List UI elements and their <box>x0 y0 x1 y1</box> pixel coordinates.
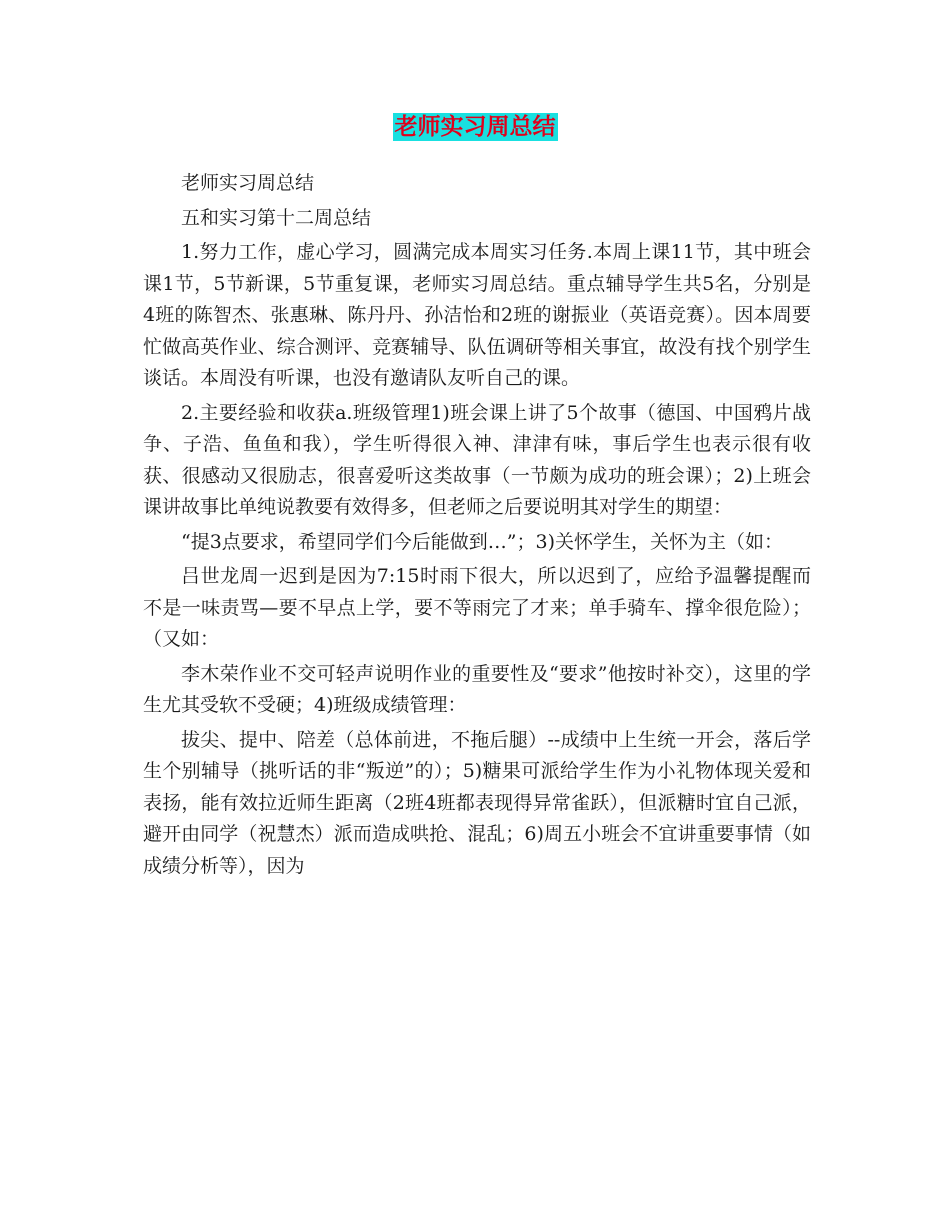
paragraph: 1.努力工作，虚心学习，圆满完成本周实习任务.本周上课11节，其中班会课1节，5节新课，5节重复课，老师实习周总结。重点辅导学生共5名，分别是4班的陈智杰、张惠琳、陈丹丹、孙洁怡和2班的谢振业（英语竞赛）。因本周要忙做高英作业、综合测评、竞赛辅导、队伍调研等相关事宜，故没有找个别学生谈话。本周没有听课，也没有邀请队友听自己的课。 <box>143 241 811 389</box>
document-body <box>143 168 811 885</box>
paragraph: 吕世龙周一迟到是因为7:15时雨下很大，所以迟到了，应给予温馨提醒而不是一味责骂—要不早点上学，要不等雨完了才来；单手骑车、撑伞很危险）；（又如： <box>143 565 811 650</box>
paragraph: 老师实习周总结 <box>181 172 315 194</box>
document-title <box>0 112 950 142</box>
paragraph: 李木荣作业不交可轻声说明作业的重要性及“要求”他按时补交），这里的学生尤其受软不受硬；4)班级成绩管理： <box>143 662 811 716</box>
paragraph: “提3点要求，希望同学们今后能做到…”；3)关怀学生，关怀为主（如： <box>181 530 784 553</box>
paragraph: 2.主要经验和收获a.班级管理1)班会课上讲了5个故事（德国、中国鸦片战争、子浩、鱼鱼和我），学生听得很入神、津津有味，事后学生也表示很有收获、很感动又很励志，很喜爱听这类故事（一节颇为成功的班会课）；2)上班会课讲故事比单纯说教要有效得多，但老师之后要说明其对学生的期望： <box>143 401 811 518</box>
paragraph: 拔尖、提中、陪差（总体前进，不拖后腿）--成绩中上生统一开会，落后学生个别辅导（挑听话的非“叛逆”的）；5)糖果可派给学生作为小礼物体现关爱和表扬，能有效拉近师生距离（2班4班都表现得异常雀跃），但派糖时宜自己派，避开由同学（祝慧杰）派而造成哄抢、混乱；6)周五小班会不宜讲重要事情（如成绩分析等），因为 <box>143 728 811 877</box>
paragraph: 五和实习第十二周总结 <box>181 206 372 229</box>
document-title-text: 老师实习周总结 <box>394 114 556 140</box>
